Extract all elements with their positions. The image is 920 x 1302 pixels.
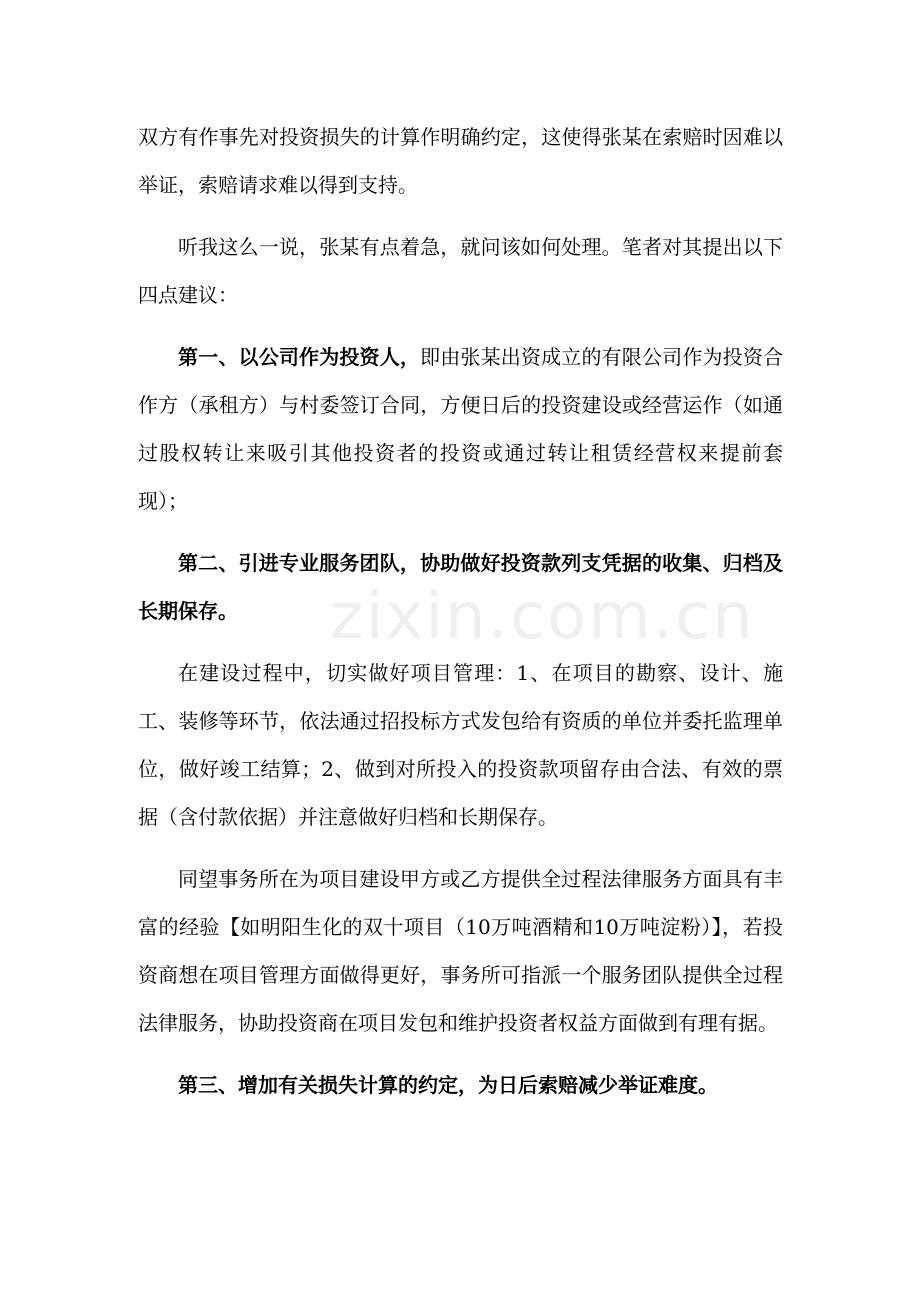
paragraph-project-management <box>138 649 783 841</box>
watermark-text: zixin.com.cn <box>330 580 755 654</box>
paragraph-text: 同望事务所在为项目建设甲方或乙方提供全过程法律服务方面具有丰富的经验【如明阳生化的双十项目（10万吨酒精和10万吨淀粉）】，若投资商想在项目管理方面做得更好，事务所可指派一个服务团队提供全过程法律服务，协助投资商在项目发包和维护投资者权益方面做到有理有据。 <box>138 867 783 1035</box>
paragraph-text: 在建设过程中，切实做好项目管理：1、在项目的勘察、设计、施工、装修等环节，依法通过招投标方式发包给有资质的单位并委托监理单位，做好竣工结算；2、做到对所投入的投资款项留存由合法、有效的票据（含付款依据）并注意做好归档和长期保存。 <box>138 661 783 829</box>
paragraph-suggestion-three <box>138 1061 783 1109</box>
paragraph-suggestion-one <box>138 333 783 525</box>
paragraph-text: 即由张某出资成立的有限公司作为投资合作方（承租方）与村委签订合同，方便日后的投资建设或经营运作（如通过股权转让来吸引其他投资者的投资或通过转让租赁经营权来提前套现）； <box>138 345 784 513</box>
paragraph-bold-lead: 第一、以公司作为投资人， <box>178 345 421 369</box>
paragraph-loss-calculation <box>138 113 783 209</box>
document-body <box>138 113 783 1123</box>
paragraph-text: 双方有作事先对投资损失的计算作明确约定，这使得张某在索赔时因难以举证，索赔请求难以得到支持。 <box>138 125 783 197</box>
paragraph-four-suggestions <box>138 223 783 319</box>
paragraph-suggestion-two <box>138 539 783 635</box>
paragraph-text: 听我这么一说，张某有点着急，就问该如何处理。笔者对其提出以下四点建议： <box>138 235 783 307</box>
paragraph-firm-experience <box>138 855 783 1047</box>
paragraph-bold-lead: 第三、增加有关损失计算的约定，为日后索赔减少举证难度。 <box>178 1073 718 1097</box>
paragraph-bold-lead: 第二、引进专业服务团队，协助做好投资款列支凭据的收集、归档及长期保存。 <box>138 551 783 623</box>
